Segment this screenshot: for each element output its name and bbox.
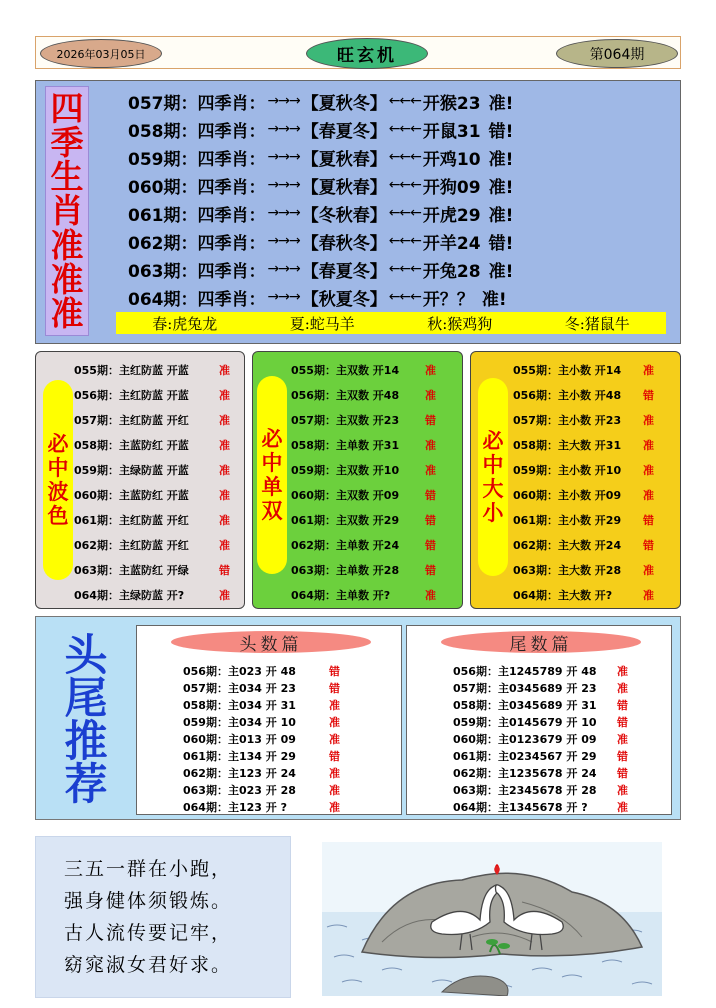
result-mark: 准! bbox=[488, 149, 514, 170]
result-mark: 准! bbox=[488, 93, 514, 114]
title-char: 中 bbox=[482, 452, 504, 477]
record-text: 060期：主双数 开09 bbox=[291, 489, 400, 502]
date-badge: 2026年03月05日 bbox=[40, 39, 162, 68]
title-char: 荐 bbox=[64, 760, 108, 810]
season-row bbox=[128, 143, 513, 171]
record-row bbox=[183, 764, 393, 781]
record-text: 057期：主小数 开23 bbox=[513, 414, 622, 427]
title-char: 准 bbox=[50, 225, 84, 265]
record-text: 057期：主双数 开23 bbox=[291, 414, 400, 427]
record-text: 064期：主1345678 开 ? bbox=[453, 800, 588, 814]
result-mark: 准 bbox=[643, 589, 654, 602]
season-label: 四季肖： bbox=[197, 205, 266, 226]
title-char: 双 bbox=[261, 499, 283, 524]
record-row bbox=[74, 486, 274, 504]
period-label: 057期： bbox=[128, 93, 198, 114]
arrow-left: ←←← bbox=[388, 93, 421, 109]
record-text: 062期：主123 开 24 bbox=[183, 766, 296, 780]
poem-line: 古人流传要记牢， bbox=[64, 922, 233, 944]
record-row bbox=[74, 361, 274, 379]
record-text: 061期：主小数 开29 bbox=[513, 514, 622, 527]
title-char: 肖 bbox=[50, 191, 84, 231]
swan-illustration bbox=[322, 842, 662, 996]
result-mark: 准 bbox=[425, 439, 436, 452]
record-text: 062期：主红防蓝 开红 bbox=[74, 539, 189, 552]
record-text: 059期：主034 开 10 bbox=[183, 715, 296, 729]
open-result: 开虎29 bbox=[422, 205, 481, 226]
record-row bbox=[183, 696, 393, 713]
season-row bbox=[128, 87, 513, 115]
period-label: 062期： bbox=[128, 233, 198, 254]
record-text: 058期：主0345689 开 31 bbox=[453, 698, 597, 712]
record-row bbox=[453, 662, 663, 679]
record-text: 059期：主小数 开10 bbox=[513, 464, 622, 477]
record-text: 063期：主023 开 28 bbox=[183, 783, 296, 797]
record-text: 064期：主123 开 ? bbox=[183, 800, 287, 814]
season-label: 四季肖： bbox=[197, 261, 266, 282]
arrow-right: →→→ bbox=[267, 93, 300, 109]
arrow-right: →→→ bbox=[267, 149, 300, 165]
open-result: 开狗09 bbox=[422, 177, 481, 198]
seasons-panel bbox=[35, 80, 681, 344]
arrow-left: ←←← bbox=[388, 289, 421, 305]
result-mark: 准 bbox=[617, 732, 628, 746]
result-mark: 准 bbox=[219, 464, 230, 477]
season-label: 四季肖： bbox=[197, 93, 266, 114]
poem-box bbox=[35, 836, 291, 998]
season-group: 【夏秋冬】 bbox=[301, 93, 387, 114]
result-mark: 准 bbox=[219, 589, 230, 602]
result-mark: 错 bbox=[617, 698, 628, 712]
result-mark: 错 bbox=[219, 564, 230, 577]
result-mark: 准 bbox=[617, 800, 628, 814]
record-text: 056期：主双数 开48 bbox=[291, 389, 400, 402]
arrow-left: ←←← bbox=[388, 233, 421, 249]
season-row bbox=[128, 227, 513, 255]
record-text: 056期：主小数 开48 bbox=[513, 389, 622, 402]
record-text: 056期：主023 开 48 bbox=[183, 664, 296, 678]
result-mark: 准 bbox=[219, 439, 230, 452]
header-bar bbox=[35, 36, 681, 69]
arrow-right: →→→ bbox=[267, 261, 300, 277]
period-label: 058期： bbox=[128, 121, 198, 142]
result-mark: 错 bbox=[617, 715, 628, 729]
result-mark: 错 bbox=[617, 766, 628, 780]
record-row bbox=[291, 586, 491, 604]
result-mark: 错 bbox=[643, 514, 654, 527]
open-result: 开鸡10 bbox=[422, 149, 481, 170]
record-row bbox=[513, 511, 713, 529]
record-row bbox=[291, 536, 491, 554]
season-row bbox=[128, 283, 507, 311]
result-mark: 准 bbox=[425, 364, 436, 377]
record-text: 064期：主大数 开? bbox=[513, 589, 613, 602]
record-text: 055期：主小数 开14 bbox=[513, 364, 622, 377]
record-row bbox=[513, 436, 713, 454]
record-row bbox=[183, 730, 393, 747]
record-row bbox=[291, 511, 491, 529]
season-row bbox=[128, 255, 513, 283]
legend-summer: 夏:蛇马羊 bbox=[289, 314, 355, 333]
open-result: 开兔28 bbox=[422, 261, 481, 282]
record-text: 058期：主蓝防红 开蓝 bbox=[74, 439, 189, 452]
result-mark: 准 bbox=[329, 766, 340, 780]
record-row bbox=[291, 411, 491, 429]
title-char: 必 bbox=[47, 431, 69, 456]
arrow-right: →→→ bbox=[267, 233, 300, 249]
season-label: 四季肖： bbox=[197, 233, 266, 254]
record-row bbox=[291, 486, 491, 504]
arrow-left: ←←← bbox=[388, 205, 421, 221]
record-row bbox=[453, 764, 663, 781]
result-mark: 准 bbox=[329, 715, 340, 729]
arrow-left: ←←← bbox=[388, 149, 421, 165]
record-text: 057期：主0345689 开 23 bbox=[453, 681, 597, 695]
record-text: 061期：主134 开 29 bbox=[183, 749, 296, 763]
bigsmall-title bbox=[478, 378, 508, 576]
poem-line: 强身健体须锻炼。 bbox=[64, 890, 233, 912]
title-char: 中 bbox=[261, 450, 283, 475]
result-mark: 准 bbox=[617, 783, 628, 797]
record-text: 063期：主蓝防红 开绿 bbox=[74, 564, 189, 577]
seasons-legend bbox=[116, 312, 666, 334]
issue-badge: 第064期 bbox=[556, 39, 678, 68]
record-text: 061期：主红防蓝 开红 bbox=[74, 514, 189, 527]
title-char: 头 bbox=[64, 631, 108, 681]
record-row bbox=[74, 436, 274, 454]
poem-line: 三五一群在小跑， bbox=[64, 858, 233, 880]
arrow-left: ←←← bbox=[388, 261, 421, 277]
result-mark: 错 bbox=[425, 514, 436, 527]
record-row bbox=[513, 361, 713, 379]
record-row bbox=[453, 781, 663, 798]
record-text: 060期：主013 开 09 bbox=[183, 732, 296, 746]
result-mark: 准 bbox=[643, 464, 654, 477]
record-row bbox=[183, 713, 393, 730]
result-mark: 准 bbox=[219, 364, 230, 377]
record-text: 055期：主双数 开14 bbox=[291, 364, 400, 377]
arrow-left: ←←← bbox=[388, 121, 421, 137]
open-result: 开鼠31 bbox=[422, 121, 481, 142]
title-char: 准 bbox=[50, 294, 84, 334]
result-mark: 错 bbox=[425, 489, 436, 502]
result-mark: 准 bbox=[617, 664, 628, 678]
result-mark: 错! bbox=[488, 121, 514, 142]
record-row bbox=[453, 798, 663, 815]
season-group: 【冬秋春】 bbox=[301, 205, 387, 226]
poem-line: 窈窕淑女君好求。 bbox=[64, 954, 233, 976]
record-text: 064期：主单数 开? bbox=[291, 589, 391, 602]
title-char: 单 bbox=[261, 475, 283, 499]
head-number-table bbox=[136, 625, 402, 815]
record-row bbox=[513, 536, 713, 554]
season-row bbox=[128, 171, 513, 199]
title-char: 尾 bbox=[64, 674, 108, 724]
odd-even-panel bbox=[252, 351, 463, 609]
record-row bbox=[453, 747, 663, 764]
title-char: 色 bbox=[47, 504, 69, 529]
period-label: 064期： bbox=[128, 289, 198, 310]
record-row bbox=[453, 730, 663, 747]
record-text: 055期：主红防蓝 开蓝 bbox=[74, 364, 189, 377]
result-mark: 准 bbox=[219, 489, 230, 502]
result-mark: 错! bbox=[488, 233, 514, 254]
record-row bbox=[183, 662, 393, 679]
record-row bbox=[74, 411, 274, 429]
record-row bbox=[513, 411, 713, 429]
arrow-right: →→→ bbox=[267, 121, 300, 137]
title-char: 必 bbox=[482, 428, 504, 453]
period-label: 060期： bbox=[128, 177, 198, 198]
record-text: 061期：主0234567 开 29 bbox=[453, 749, 597, 763]
season-label: 四季肖： bbox=[197, 121, 266, 142]
record-text: 064期：主绿防蓝 开? bbox=[74, 589, 185, 602]
result-mark: 准 bbox=[643, 414, 654, 427]
record-text: 058期：主大数 开31 bbox=[513, 439, 622, 452]
period-label: 059期： bbox=[128, 149, 198, 170]
title-char: 推 bbox=[64, 717, 108, 767]
record-text: 059期：主0145679 开 10 bbox=[453, 715, 597, 729]
record-text: 062期：主1235678 开 24 bbox=[453, 766, 597, 780]
season-group: 【夏秋春】 bbox=[301, 149, 387, 170]
tail-table-title: 尾数篇 bbox=[441, 631, 641, 653]
result-mark: 错 bbox=[329, 749, 340, 763]
result-mark: 错 bbox=[329, 681, 340, 695]
result-mark: 准 bbox=[219, 514, 230, 527]
result-mark: 准 bbox=[643, 439, 654, 452]
record-row bbox=[291, 436, 491, 454]
head-tail-panel bbox=[35, 616, 681, 820]
record-text: 058期：主034 开 31 bbox=[183, 698, 296, 712]
result-mark: 准! bbox=[488, 177, 514, 198]
record-text: 060期：主小数 开09 bbox=[513, 489, 622, 502]
wave-color-panel bbox=[35, 351, 245, 609]
result-mark: 准! bbox=[488, 205, 514, 226]
record-row bbox=[74, 461, 274, 479]
result-mark: 准 bbox=[425, 389, 436, 402]
title-char: 四 bbox=[50, 88, 84, 128]
record-text: 063期：主大数 开28 bbox=[513, 564, 622, 577]
season-group: 【夏秋春】 bbox=[301, 177, 387, 198]
record-row bbox=[74, 586, 274, 604]
title-char: 波 bbox=[47, 480, 69, 504]
result-mark: 准 bbox=[219, 414, 230, 427]
result-mark: 准 bbox=[643, 489, 654, 502]
result-mark: 准 bbox=[219, 389, 230, 402]
period-label: 061期： bbox=[128, 205, 198, 226]
period-label: 063期： bbox=[128, 261, 198, 282]
record-text: 063期：主单数 开28 bbox=[291, 564, 400, 577]
season-group: 【春夏冬】 bbox=[301, 121, 387, 142]
arrow-right: →→→ bbox=[267, 177, 300, 193]
oddeven-title bbox=[257, 376, 287, 574]
title-char: 大 bbox=[482, 477, 504, 501]
record-row bbox=[453, 696, 663, 713]
season-label: 四季肖： bbox=[197, 177, 266, 198]
record-row bbox=[291, 361, 491, 379]
record-text: 062期：主单数 开24 bbox=[291, 539, 400, 552]
record-row bbox=[513, 486, 713, 504]
result-mark: 错 bbox=[617, 749, 628, 763]
title-char: 季 bbox=[50, 122, 84, 162]
record-row bbox=[183, 781, 393, 798]
wave-title bbox=[43, 380, 73, 580]
season-group: 【秋夏冬】 bbox=[301, 289, 387, 310]
open-result: 开羊24 bbox=[422, 233, 481, 254]
record-row bbox=[291, 461, 491, 479]
open-result: 开？？ bbox=[422, 289, 474, 310]
record-row bbox=[513, 561, 713, 579]
record-row bbox=[183, 679, 393, 696]
record-text: 057期：主034 开 23 bbox=[183, 681, 296, 695]
record-text: 059期：主绿防蓝 开蓝 bbox=[74, 464, 189, 477]
result-mark: 错 bbox=[425, 414, 436, 427]
season-label: 四季肖： bbox=[197, 289, 266, 310]
record-text: 059期：主双数 开10 bbox=[291, 464, 400, 477]
page-title: 旺玄机 bbox=[306, 38, 428, 69]
record-text: 057期：主红防蓝 开红 bbox=[74, 414, 189, 427]
arrow-right: →→→ bbox=[267, 289, 300, 305]
season-row bbox=[128, 115, 513, 143]
record-text: 056期：主1245789 开 48 bbox=[453, 664, 597, 678]
record-row bbox=[74, 561, 274, 579]
head-table-title: 头数篇 bbox=[171, 631, 371, 653]
record-row bbox=[453, 713, 663, 730]
arrow-left: ←←← bbox=[388, 177, 421, 193]
record-text: 060期：主0123679 开 09 bbox=[453, 732, 597, 746]
result-mark: 准 bbox=[219, 539, 230, 552]
result-mark: 准! bbox=[481, 289, 507, 310]
record-row bbox=[291, 386, 491, 404]
record-text: 058期：主单数 开31 bbox=[291, 439, 400, 452]
result-mark: 准! bbox=[488, 261, 514, 282]
arrow-right: →→→ bbox=[267, 205, 300, 221]
seasons-title bbox=[45, 86, 89, 336]
result-mark: 错 bbox=[643, 539, 654, 552]
legend-spring: 春:虎兔龙 bbox=[152, 314, 218, 333]
result-mark: 准 bbox=[329, 783, 340, 797]
record-row bbox=[74, 386, 274, 404]
record-row bbox=[74, 511, 274, 529]
swans-on-rock-image bbox=[322, 842, 662, 996]
record-text: 063期：主2345678 开 28 bbox=[453, 783, 597, 797]
result-mark: 错 bbox=[643, 389, 654, 402]
season-group: 【春夏冬】 bbox=[301, 261, 387, 282]
big-small-panel bbox=[470, 351, 681, 609]
legend-winter: 冬:猪鼠牛 bbox=[564, 314, 630, 333]
result-mark: 准 bbox=[329, 800, 340, 814]
record-text: 056期：主红防蓝 开蓝 bbox=[74, 389, 189, 402]
result-mark: 错 bbox=[425, 564, 436, 577]
result-mark: 准 bbox=[425, 464, 436, 477]
season-row bbox=[128, 199, 513, 227]
record-text: 061期：主双数 开29 bbox=[291, 514, 400, 527]
result-mark: 准 bbox=[329, 698, 340, 712]
result-mark: 准 bbox=[329, 732, 340, 746]
record-text: 062期：主大数 开24 bbox=[513, 539, 622, 552]
result-mark: 错 bbox=[425, 539, 436, 552]
record-row bbox=[513, 586, 713, 604]
title-char: 必 bbox=[261, 426, 283, 451]
headtail-title bbox=[53, 631, 119, 810]
result-mark: 准 bbox=[425, 589, 436, 602]
result-mark: 准 bbox=[643, 364, 654, 377]
record-row bbox=[291, 561, 491, 579]
title-char: 小 bbox=[482, 501, 504, 526]
record-row bbox=[74, 536, 274, 554]
record-row bbox=[183, 747, 393, 764]
open-result: 开猴23 bbox=[422, 93, 481, 114]
result-mark: 错 bbox=[329, 664, 340, 678]
record-row bbox=[453, 679, 663, 696]
season-group: 【春秋冬】 bbox=[301, 233, 387, 254]
record-row bbox=[513, 386, 713, 404]
title-char: 准 bbox=[50, 260, 84, 300]
title-char: 生 bbox=[50, 157, 84, 197]
record-row bbox=[183, 798, 393, 815]
tail-number-table bbox=[406, 625, 672, 815]
record-text: 060期：主蓝防红 开蓝 bbox=[74, 489, 189, 502]
result-mark: 准 bbox=[643, 564, 654, 577]
season-label: 四季肖： bbox=[197, 149, 266, 170]
record-row bbox=[513, 461, 713, 479]
legend-autumn: 秋:猴鸡狗 bbox=[427, 314, 493, 333]
result-mark: 准 bbox=[617, 681, 628, 695]
title-char: 中 bbox=[47, 455, 69, 480]
